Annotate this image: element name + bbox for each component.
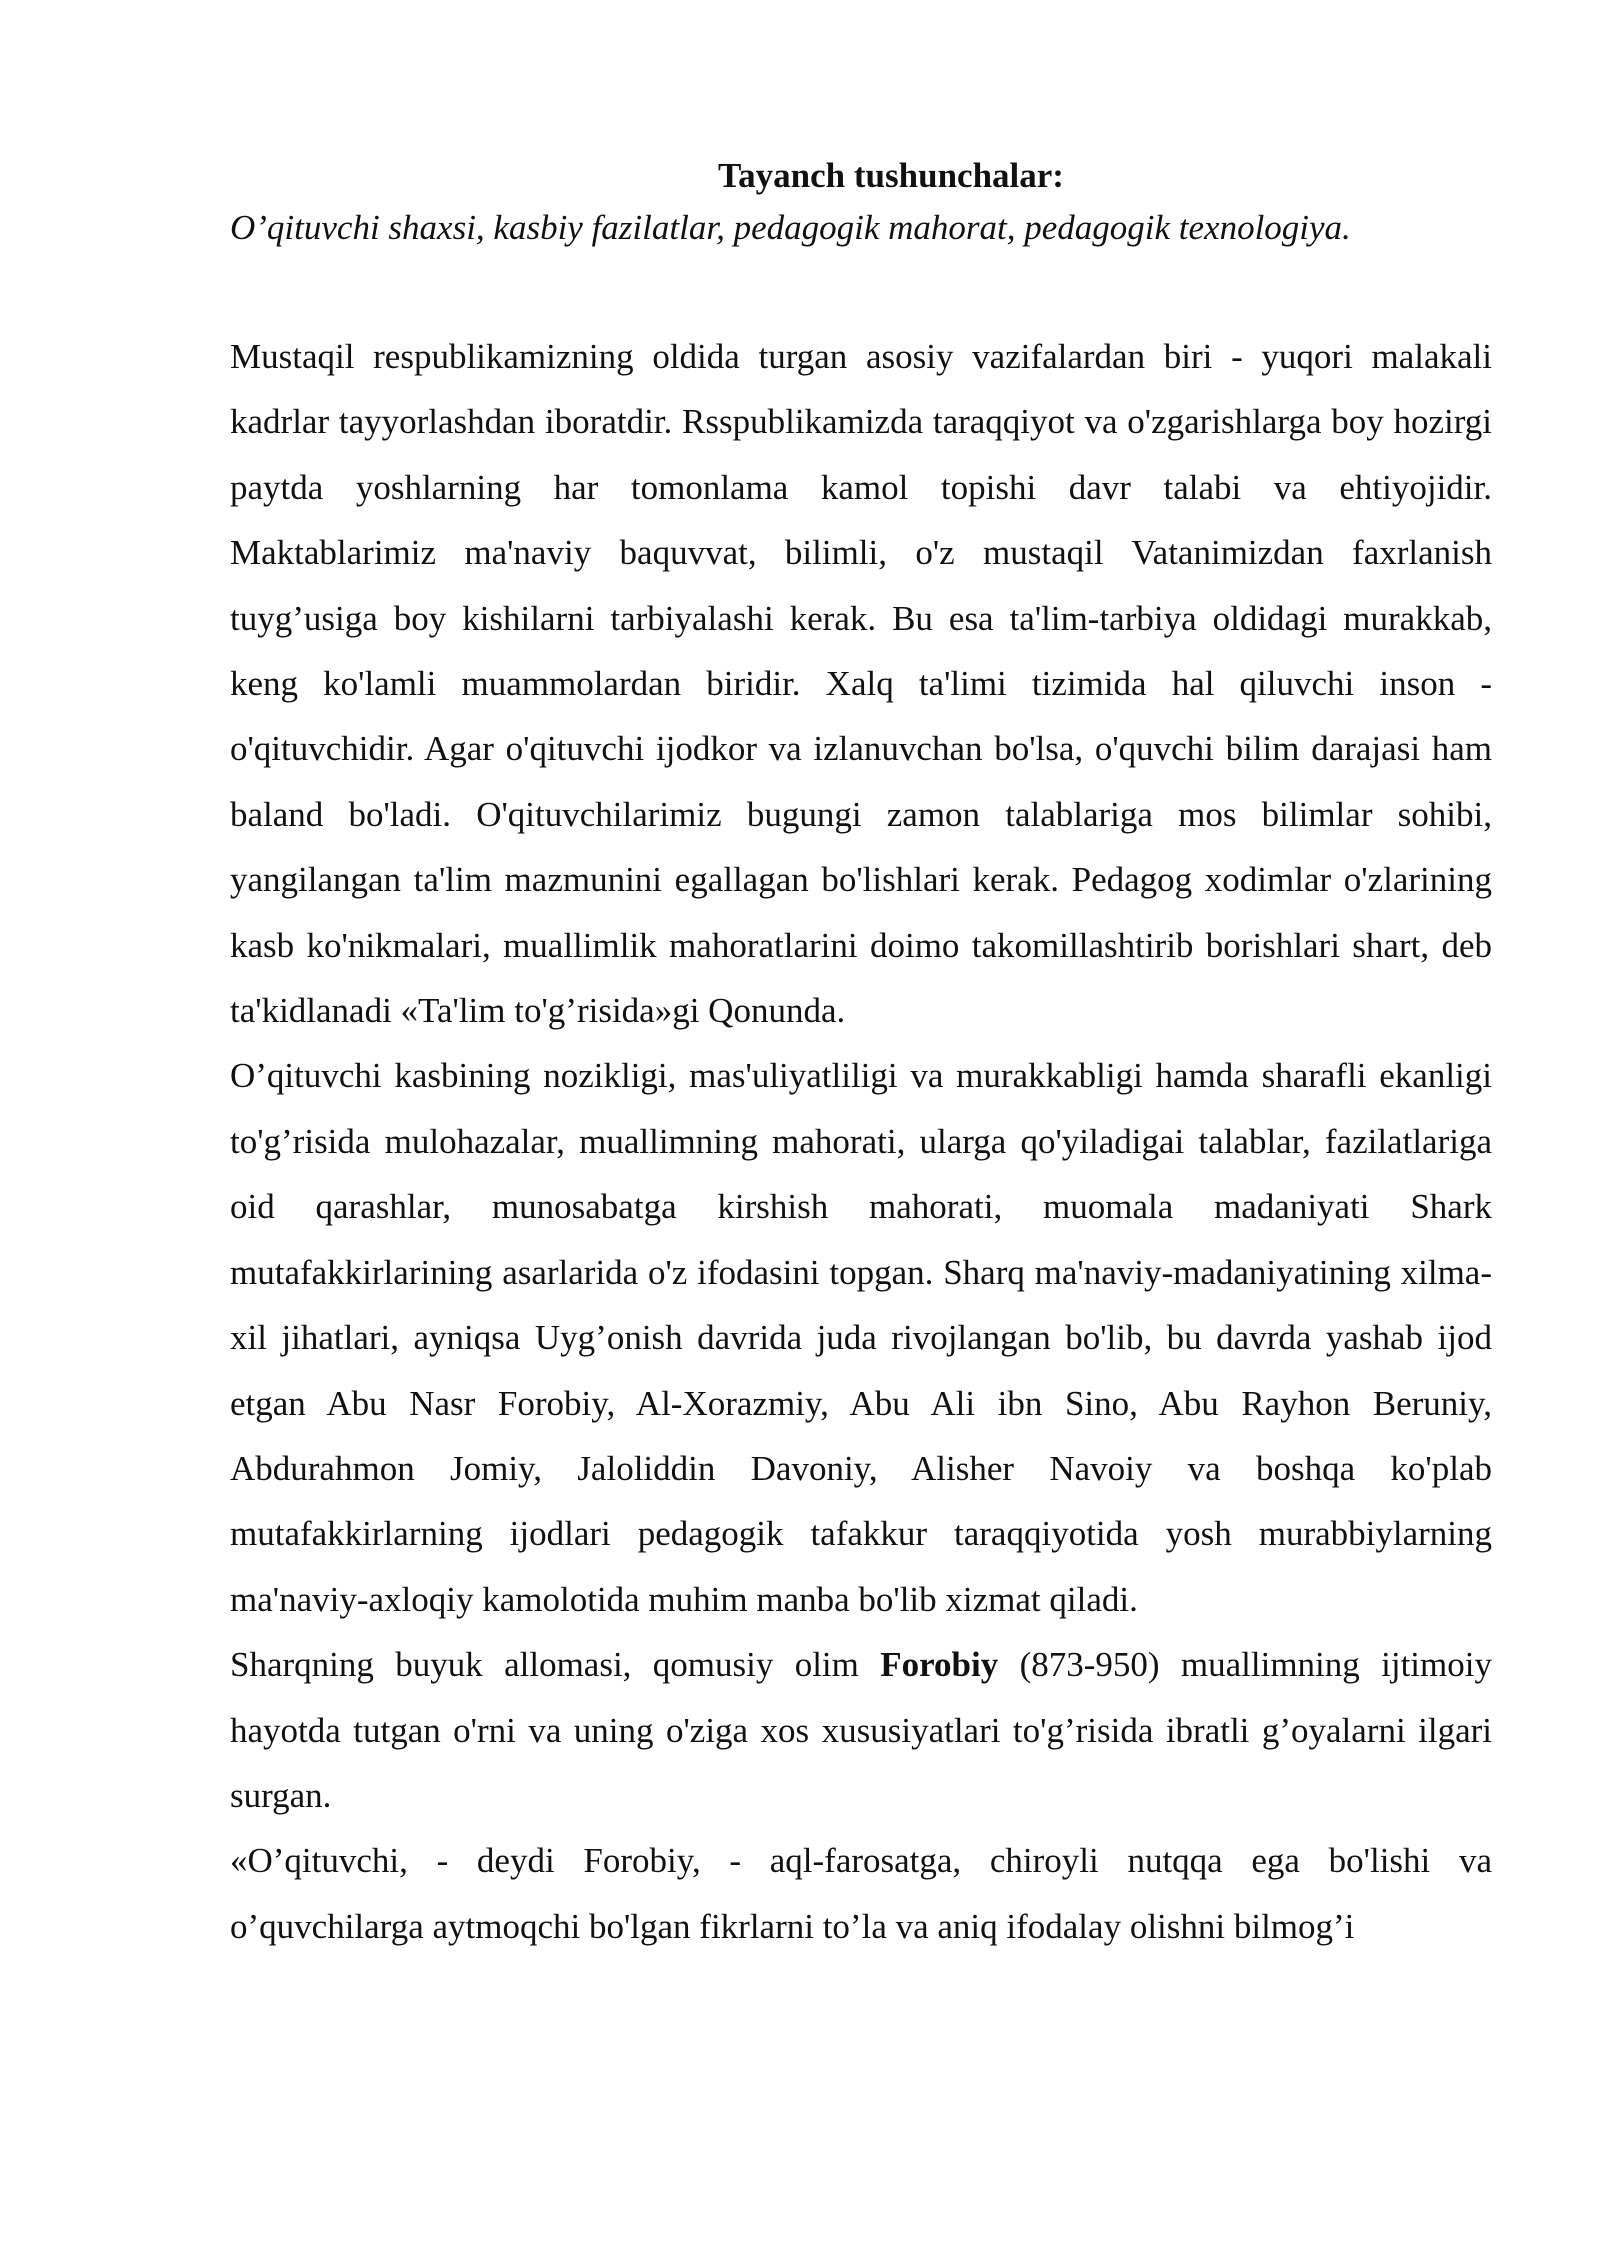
paragraph-3-text-end: (873-950) muallimning ijtimoiy hayotda tutgan o'rni va uning o'ziga xos xususiyatlari to'g’risida ibratli g’oyalarni ilgari surgan.	[230, 1645, 1492, 1815]
paragraph-2: O’qituvchi kasbining nozikligi, mas'uliyatliligi va murakkabligi hamda sharafli ekanligi to'g’risida mulohazalar, muallimning mahorati, ularga qo'yiladigai talablar, fazilatlariga oid qarashlar, munosabatga kirshish mahorati, muomala madaniyati Shark mutafakkirlarining asarlarida o'z ifodasini topgan. Sharq ma'naviy-madaniyatining xilma-xil jihatlari, ayniqsa Uyg’onish davrida juda rivojlangan bo'lib, bu davrda yashab ijod etgan Abu Nasr Forobiy, Al-Xorazmiy, Abu Ali ibn Sino, Abu Rayhon Beruniy, Abdurahmon Jomiy, Jaloliddin Davoniy, Alisher Navoiy va boshqa ko'plab mutafakkirlarning ijodlari pedagogik tafakkur taraqqiyotida yosh murabbiylarning ma'naviy-axloqiy kamolotida muhim manba bo'lib xizmat qiladi.	[230, 1056, 1492, 1619]
keywords-line: O’qituvchi shaxsi, kasbiy fazilatlar, pedagogik mahorat, pedagogik texnologiya.	[230, 208, 1351, 247]
section-title: Tayanch tushunchalar:	[718, 156, 1064, 195]
document-page	[230, 150, 1492, 1959]
paragraph-3-text-start: Sharqning buyuk allomasi, qomusiy olim	[230, 1645, 881, 1685]
forobiy-name-bold: Forobiy	[880, 1645, 999, 1685]
paragraph-1: Mustaqil respublikamizning oldida turgan asosiy vazifalardan biri - yuqori malakali kadrlar tayyorlashdan iboratdir. Rsspublikamizda taraqqiyot va o'zgarishlarga boy hozirgi paytda yoshlarning har tomonlama kamol topishi davr talabi va ehtiyojidir. Maktablarimiz ma'naviy baquvvat, bilimli, o'z mustaqil Vatanimizdan faxrlanish tuyg’usiga boy kishilarni tarbiyalashi kerak. Bu esa ta'lim-tarbiya oldidagi murakkab, keng ko'lamli muammolardan biridir. Xalq ta'limi tizimida hal qiluvchi inson - o'qituvchidir. Agar o'qituvchi ijodkor va izlanuvchan bo'lsa, o'quvchi bilim darajasi ham baland bo'ladi. O'qituvchilarimiz bugungi zamon talablariga mos bilimlar sohibi, yangilangan ta'lim mazmunini egallagan bo'lishlari kerak. Pedagog xodimlar o'zlarining kasb ko'nikmalari, muallimlik mahoratlarini doimo takomillashtirib borishlari shart, deb ta'kidlanadi «Ta'lim to'g’risida»gi Qonunda.	[230, 337, 1492, 1031]
paragraph-4: «O’qituvchi, - deydi Forobiy, - aql-farosatga, chiroyli nutqqa ega bo'lishi va o’quvchilarga aytmoqchi bo'lgan fikrlarni to’la va aniq ifodalay olishni bilmog’i	[230, 1841, 1492, 1946]
paragraph-3	[230, 1632, 1492, 1828]
